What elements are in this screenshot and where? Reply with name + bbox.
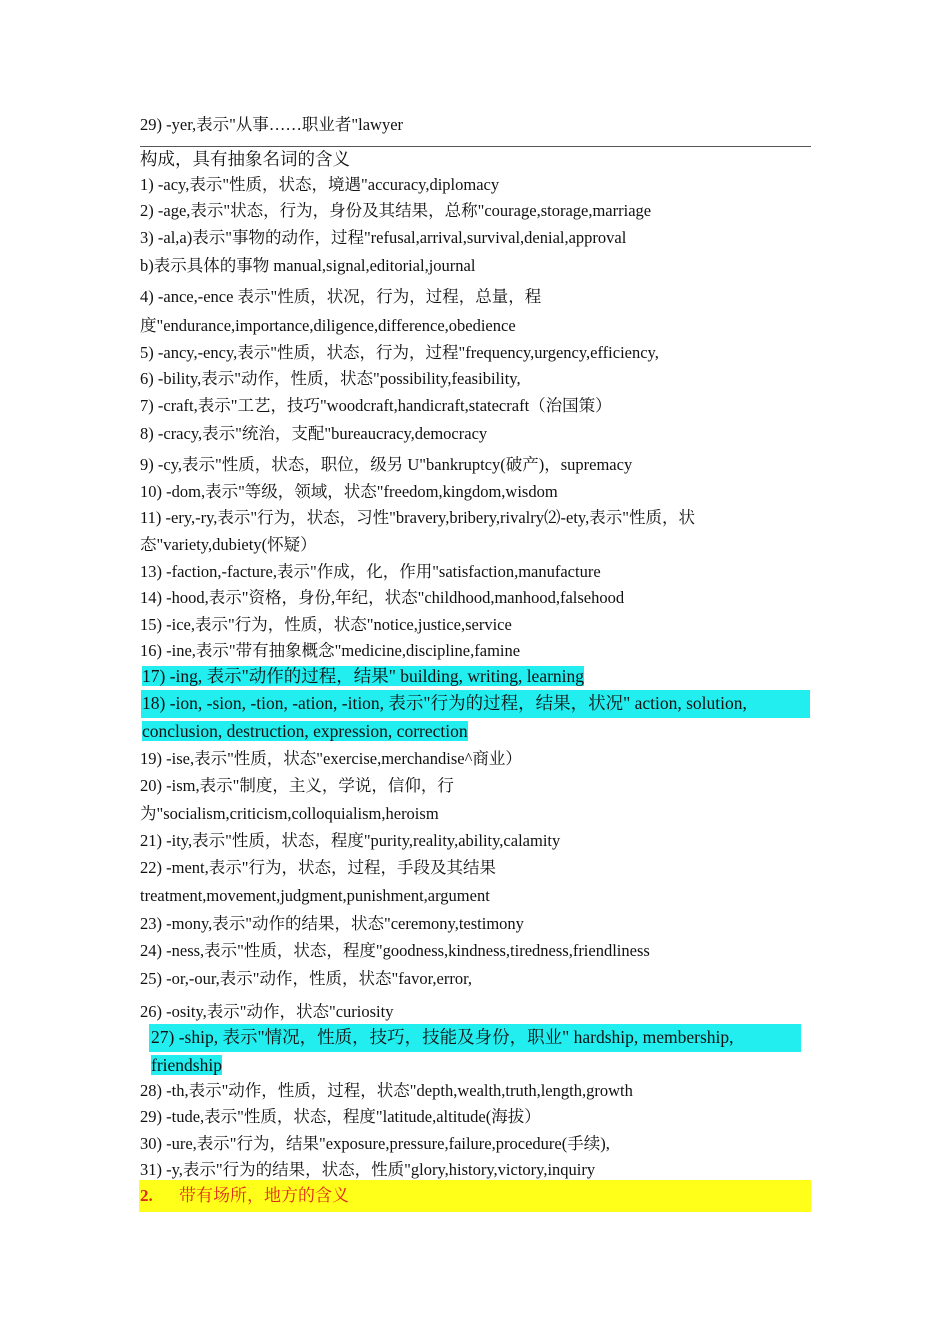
item-10-dom: 10) -dom,表示"等级，领域，状态"freedom,kingdom,wisdom (140, 482, 558, 501)
section-2-number: 2. (140, 1186, 153, 1205)
highlight-27-cont: friendship (151, 1055, 222, 1075)
item-19-ise: 19) -ise,表示"性质，状态"exercise,merchandise^商业） (140, 749, 522, 768)
item-8-cracy: 8) -cracy,表示"统治，支配"bureaucracy,democracy (140, 424, 488, 443)
item-25-or: 25) -or,-our,表示"动作，性质，状态"favor,error, (140, 969, 473, 988)
item-26-osity: 26) -osity,表示"动作，状态"curiosity (140, 1002, 394, 1021)
item-23-mony: 23) -mony,表示"动作的结果，状态"ceremony,testimony (140, 914, 524, 933)
item-20-ism: 20) -ism,表示"制度，主义，学说，信仰，行 (140, 776, 454, 795)
item-29-tude: 29) -tude,表示"性质，状态，程度"latitude,altitude(海拔） (140, 1107, 541, 1126)
item-17-ing (142, 665, 584, 687)
highlight-17: 17) -ing, 表示"动作的过程，结果" building, writing, learning (142, 666, 585, 686)
item-4-ance: 4) -ance,-ence 表示"性质，状况，行为，过程，总量，程 (140, 287, 542, 306)
highlight-18-cont: conclusion, destruction, expression, correction (142, 721, 468, 741)
item-5-ancy: 5) -ancy,-ency,表示"性质，状态，行为，过程"frequency,urgency,efficiency, (140, 343, 659, 362)
line-29-yer: 29) -yer,表示"从事……职业者"lawyer (140, 115, 404, 134)
item-11-ery-cont: 态"variety,dubiety(怀疑） (140, 535, 317, 554)
item-27-ship-cont (151, 1054, 222, 1076)
item-18-ion: 18) -ion, -sion, -tion, -ation, -ition, 表示"行为的过程，结果，状况" action, solution, (142, 693, 747, 713)
item-4-ance-cont: 度"endurance,importance,diligence,difference,obedience (140, 316, 516, 335)
item-21-ity: 21) -ity,表示"性质，状态，程度"purity,reality,ability,calamity (140, 831, 561, 850)
item-13-faction: 13) -faction,-facture,表示"作成，化，作用"satisfaction,manufacture (140, 562, 601, 581)
item-30-ure: 30) -ure,表示"行为，结果"exposure,pressure,failure,procedure(手续), (140, 1134, 610, 1153)
item-28-th: 28) -th,表示"动作，性质，过程，状态"depth,wealth,truth,length,growth (140, 1081, 633, 1100)
section-intro: 构成，具有抽象名词的含义 (140, 149, 350, 169)
item-24-ness: 24) -ness,表示"性质，状态，程度"goodness,kindness,tiredness,friendliness (140, 941, 650, 960)
item-3-al-b: b)表示具体的事物 manual,signal,editorial,journal (140, 256, 476, 275)
item-6-bility: 6) -bility,表示"动作，性质，状态"possibility,feasibility, (140, 369, 521, 388)
item-7-craft: 7) -craft,表示"工艺，技巧"woodcraft,handicraft,statecraft（治国策） (140, 396, 612, 415)
item-31-y: 31) -y,表示"行为的结果，状态，性质"glory,history,victory,inquiry (140, 1160, 596, 1179)
item-18-ion-cont (142, 720, 468, 742)
item-11-ery: 11) -ery,-ry,表示"行为，状态，习性"bravery,bribery,rivalry⑵-ety,表示"性质，状 (140, 508, 695, 527)
section-2-title: 带有场所，地方的含义 (179, 1186, 349, 1205)
item-1-acy: 1) -acy,表示"性质，状态，境遇"accuracy,diplomacy (140, 175, 500, 194)
item-27-ship: 27) -ship, 表示"情况，性质，技巧，技能及身份，职业" hardship, membership, (151, 1027, 734, 1047)
item-22-ment: 22) -ment,表示"行为，状态，过程，手段及其结果 (140, 858, 496, 877)
item-16-ine: 16) -ine,表示"带有抽象概念"medicine,discipline,famine (140, 641, 521, 660)
item-9-cy: 9) -cy,表示"性质，状态，职位，级另 U"bankruptcy(破产)，supremacy (140, 455, 633, 474)
item-3-al: 3) -al,a)表示"事物的动作，过程"refusal,arrival,survival,denial,approval (140, 228, 627, 247)
horizontal-rule (140, 146, 811, 147)
item-14-hood: 14) -hood,表示"资格，身份,年纪，状态"childhood,manhood,falsehood (140, 588, 625, 607)
item-15-ice: 15) -ice,表示"行为，性质，状态"notice,justice,service (140, 615, 512, 634)
item-2-age: 2) -age,表示"状态，行为，身份及其结果，总称"courage,storage,marriage (140, 201, 652, 220)
item-20-ism-cont: 为"socialism,criticism,colloquialism,heroism (140, 804, 439, 823)
item-22-ment-cont: treatment,movement,judgment,punishment,argument (140, 886, 490, 905)
